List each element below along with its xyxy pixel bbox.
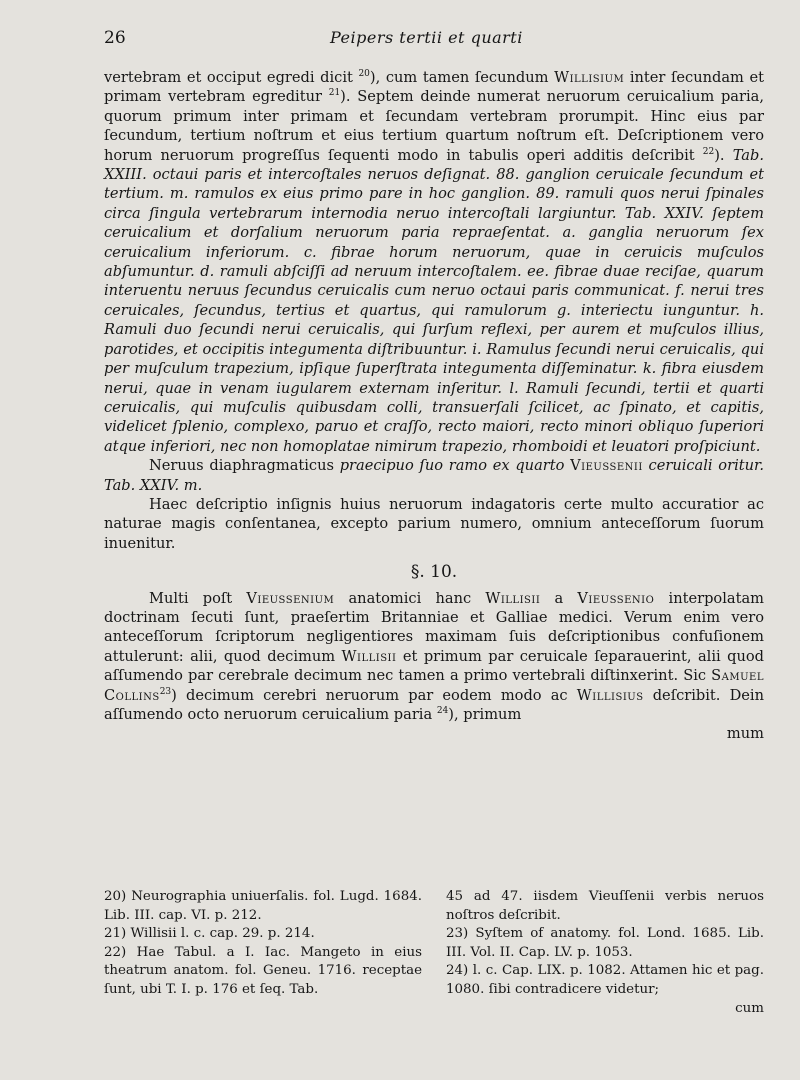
- footnote: 21) Willisii l. c. cap. 29. p. 214.: [104, 926, 315, 942]
- footnote-ref-23: 23: [159, 686, 172, 697]
- paragraph-2: Neruus diaphragmaticus praecipuo ſuo ramo ex quarto Vieussenii ceruicali oritur. Tab. XXIV. m.: [104, 457, 765, 494]
- footnote-ref-21: 21: [328, 88, 341, 99]
- footnote-catchword: cum: [735, 1000, 764, 1016]
- paragraph-3: Haec deſcriptio inſignis huius neruorum indagatoris certe multo accuratior ac naturae magis conſentanea, excepto parium numero, omnium anteceſſorum ſuorum inuenitur.: [104, 495, 764, 552]
- table-description: Tab. XXIII. octaui paris et intercoſtales neruos deſignat. 88. ganglion ceruicale ſecundum et tertium. m. ramulos ex eius primo pare in hoc ganglion. 89. ramuli quos nerui ſpinales circa ſingula vertebrarum internodia neruo intercoſtali largiuntur. Tab. XXIV. ſeptem ceruicalium et dorſalium neruorum paria repraeſentat. a. ganglia neruorum ſex ceruicalium inferiorum. c. fibrae horum neruorum, quae in ceruicis muſculos abſumuntur. d. ramuli abſciſſi ad neruum intercoſtalem. ee. fibrae duae reciſae, quarum interuentu neruus ſecundus ceruicalis cum neruo octaui paris communicat. f. nerui tres ceruicales, ſecundus, tertius et quartus, qui ramulorum g. interiectu iunguntur. h. Ramuli duo ſecundi nerui ceruicalis, qui ſurſum reflexi, per aurem et muſculos illius, parotides, et occipitis integumenta diſtribuuntur. i. Ramulus ſecundi nerui ceruicalis, qui per muſculum trapezium, ipſique ſuperſtrata integumenta diſſeminatur. k. fibra eiusdem nerui, quae in venam iugularem externam inſeritur. l. Ramuli ſecundi, tertii et quarti ceruicalis, qui muſculis quibusdam colli, transuerſali ſcilicet, ac ſpinato, et capitis, videlicet ſplenio, complexo, paruo et craſſo, recto maiori, recto minori obliquo ſuperiori atque inferiori, nec non homoplatae nimirum trapezio, rhomboidi et leuatori proſpiciunt.: [104, 146, 764, 455]
- footnote: 24) l. c. Cap. LIX. p. 1082. Attamen hic et pag. 1080. ſibi contradicere videtur;: [446, 963, 764, 997]
- author-name: Willisium: [554, 69, 625, 86]
- footnote-ref-20: 20: [358, 69, 370, 80]
- footnote-ref-22: 22: [702, 146, 715, 157]
- catchword: mum: [726, 725, 764, 743]
- page-header: [104, 28, 764, 52]
- paragraph-4: Multi poſt Vieussenium anatomici hanc Willisii a Vieussenio interpolatam doctrinam ſecuti ſunt, praeſertim Britanniae et Galliae medici. Verum enim vero anteceſſorum ſcriptorum negligentiores maximam ſuis deſcriptionibus confuſionem attulerunt: alii, quod decimum Willisii et primum par ceruicale ſeparauerint, alii quod aſſumendo par cerebrale decimum nec tamen a primo vertebrali diſtinxerint. Sic Samuel Collins$^{23}$) decimum cerebri neruorum par eodem modo ac Willisius deſcribit. Dein aſſumendo octo neruorum ceruicalium paria $^{24}$), primum: [104, 589, 764, 723]
- footnote: 23) Syſtem of anatomy. fol. Lond. 1685. Lib. III. Vol. II. Cap. LV. p. 1053.: [446, 926, 764, 960]
- running-head: Peipers tertii et quarti: [330, 28, 523, 47]
- footnotes-left-column: [104, 888, 422, 1000]
- footnote: 22) Hae Tabul. a I. Iac. Mangeto in eius theatrum anatom. fol. Geneu. 1716. receptae ſunt, ubi T. I. p. 176 et ſeq. Tab.: [104, 944, 422, 997]
- author-name: Vieussenii: [570, 457, 643, 475]
- footnote: 20) Neurographia uniuerſalis. fol. Lugd. 1684. Lib. III. cap. VI. p. 212.: [104, 889, 422, 923]
- footnote: 45 ad 47. iisdem Vieuſſenii verbis neruos noſtros deſcribit.: [446, 889, 764, 923]
- footnote-ref-24: 24: [436, 706, 449, 717]
- section-heading: §. 10.: [410, 562, 458, 583]
- footnotes-right-column: [446, 888, 764, 1018]
- main-text: [104, 68, 764, 744]
- page-number: 26: [104, 28, 126, 48]
- paragraph-1: vertebram et occiput egredi dicit $^{20}$), cum tamen ſecundum Willisium inter ſecundam et primam vertebram egreditur $^{21}$). Septem deinde numerat neruorum ceruicalium paria, quorum primum inter primam et ſecundam vertebram prorumpit. Hinc eius par ſecundum, tertium noſtrum et eius tertium quartum noſtrum eſt. Deſcriptionem vero horum neruorum progreſſus ſequenti modo in tabulis operi additis deſcribit $^{22}$). Tab. XXIII. octaui paris et intercoſtales neruos deſignat. 88. ganglion ceruicale ſecundum et tertium. m. ramulos ex eius primo pare in hoc ganglion. 89. ramuli quos nerui ſpinales circa ſingula vertebrarum internodia neruo intercoſtali largiuntur. Tab. XXIV. ſeptem ceruicalium et dorſalium neruorum paria repraeſentat. a. ganglia neruorum ſex ceruicalium inferiorum. c. fibrae horum neruorum, quae in ceruicis muſculos abſumuntur. d. ramuli abſciſſi ad neruum intercoſtalem. ee. fibrae duae reciſae, quarum interuentu neruus ſecundus ceruicalis cum neruo octaui paris communicat. f. nerui tres ceruicales, ſecundus, tertius et quartus, qui ramulorum g. interiectu iunguntur. h. Ramuli duo ſecundi nerui ceruicalis, qui ſurſum reflexi, per aurem et muſculos illius, parotides, et occipitis integumenta diſtribuuntur. i. Ramulus ſecundi nerui ceruicalis, qui per muſculum trapezium, ipſique ſuperſtrata integumenta diſſeminatur. k. fibra eiusdem nerui, quae in venam iugularem externam inſeritur. l. Ramuli ſecundi, tertii et quarti ceruicalis, qui muſculis quibusdam colli, transuerſali ſcilicet, ac ſpinato, et capitis, videlicet ſplenio, complexo, paruo et craſſo, recto maiori, recto minori obliquo ſuperiori atque inferiori, nec non homoplatae nimirum trapezio, rhomboidi et leuatori proſpiciunt.: [104, 69, 764, 455]
